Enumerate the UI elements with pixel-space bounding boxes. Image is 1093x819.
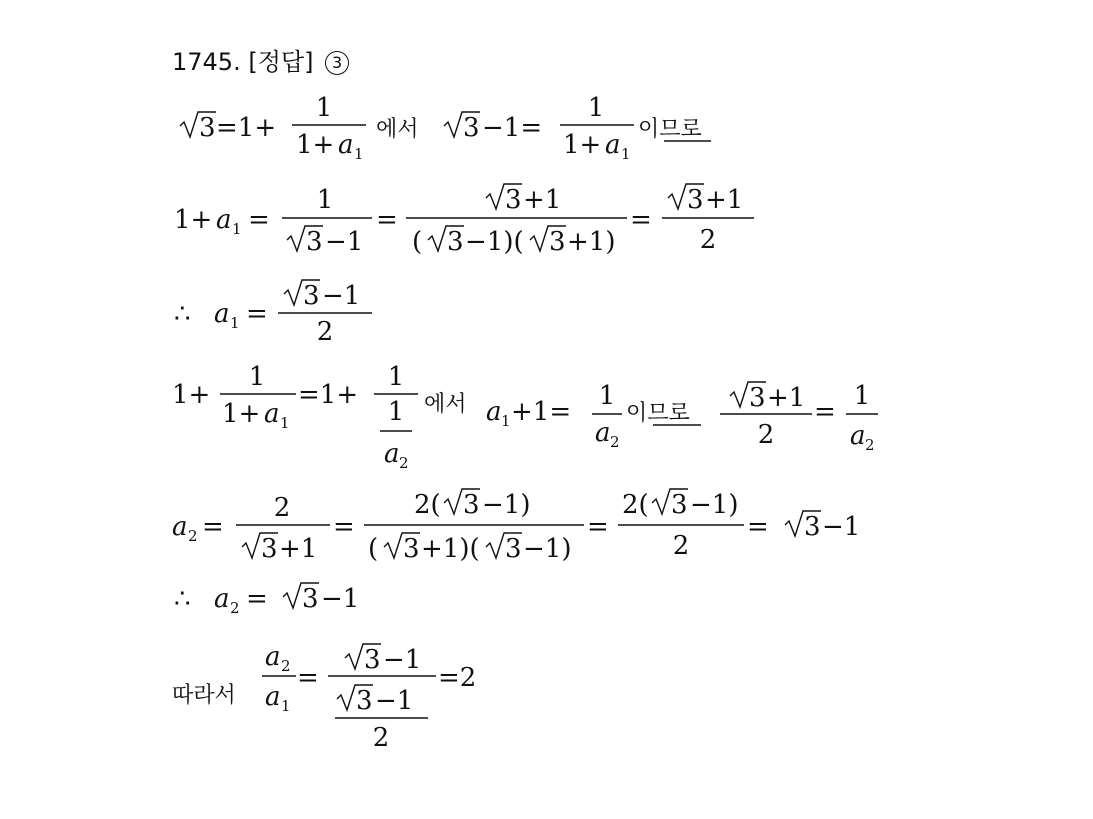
svg-text:2: 2 [273,493,291,523]
svg-text:3: 3 [306,227,323,257]
svg-text:2: 2 [372,723,390,753]
svg-text:3: 3 [356,686,373,716]
svg-text:2: 2 [865,436,875,454]
svg-text:1: 1 [387,397,405,427]
svg-text:=: = [246,584,268,614]
svg-text:a: a [850,421,866,451]
svg-text:3: 3 [364,645,381,675]
svg-text:−1: −1 [321,584,360,614]
svg-text:+1: +1 [767,383,806,413]
svg-text:+1: +1 [705,185,744,215]
svg-text:(: ( [368,534,379,564]
svg-text:3: 3 [463,490,480,520]
equation-line-7 [172,642,476,753]
problem-number: 1745. [172,48,241,76]
svg-text:3: 3 [302,584,319,614]
svg-text:2: 2 [699,225,717,255]
svg-text:=: = [747,512,769,542]
equation-line-2 [174,184,754,257]
svg-text:=1+: =1+ [216,113,277,143]
svg-text:a: a [486,397,502,427]
svg-text:1+: 1+ [172,380,211,410]
svg-text:1: 1 [587,93,605,123]
svg-text:3: 3 [303,281,320,311]
svg-text:2: 2 [230,599,240,617]
svg-text:=: = [246,299,268,329]
svg-text:−1=: −1= [482,113,543,143]
svg-text:3: 3 [804,512,821,542]
svg-text:+1: +1 [523,185,562,215]
svg-text:1: 1 [280,414,290,432]
svg-text:2: 2 [672,531,690,561]
svg-text:=: = [297,663,319,693]
svg-text:=: = [587,512,609,542]
svg-text:2: 2 [281,657,291,675]
svg-text:+1)(: +1)( [421,534,480,564]
svg-text:a: a [605,130,621,160]
svg-text:3: 3 [403,534,420,564]
svg-text:+1): +1) [567,227,616,257]
svg-text:2: 2 [757,420,775,450]
svg-text:=: = [376,205,398,235]
svg-text:−1)(: −1)( [465,227,524,257]
svg-text:−1: −1 [325,227,364,257]
therefore-symbol-1: ∴ [174,299,191,329]
equation-line-5 [172,489,860,564]
svg-text:2(: 2( [414,490,441,520]
svg-text:a: a [595,418,611,448]
svg-text:−1: −1 [383,645,422,675]
svg-text:=: = [630,205,652,235]
svg-text:a: a [264,399,280,429]
svg-text:a: a [214,584,230,614]
korean-imro-1: 이므로 [638,117,702,142]
svg-text:−1: −1 [822,512,861,542]
svg-text:2(: 2( [622,490,649,520]
svg-text:1: 1 [621,145,631,163]
svg-text:a: a [338,130,354,160]
svg-text:3: 3 [261,534,278,564]
svg-text:a: a [172,512,188,542]
svg-text:3: 3 [447,227,464,257]
svg-text:1: 1 [316,185,334,215]
svg-text:1: 1 [281,697,291,715]
svg-text:3: 3 [505,185,522,215]
svg-text:=: = [333,512,355,542]
therefore-symbol-2: ∴ [174,584,191,614]
svg-text:3: 3 [549,227,566,257]
svg-text:1: 1 [501,412,511,430]
svg-text:a: a [265,682,281,712]
svg-text:a: a [384,439,400,469]
svg-text:1+: 1+ [563,130,602,160]
equation-line-1 [180,93,711,163]
svg-text:=: = [202,512,224,542]
svg-text:−1): −1) [482,490,531,520]
svg-text:1+: 1+ [222,399,261,429]
korean-imro-2: 이므로 [626,401,690,426]
equation-line-3 [174,280,372,347]
svg-text:−1: −1 [375,686,414,716]
svg-text:3: 3 [749,383,766,413]
korean-ese-2: 에서 [424,392,467,417]
svg-text:2: 2 [188,527,198,545]
svg-text:a: a [265,642,281,672]
svg-text:3: 3 [463,113,480,143]
svg-text:1: 1 [598,381,616,411]
svg-text:=1+: =1+ [298,380,359,410]
svg-text:a: a [216,205,232,235]
svg-text:=: = [814,397,836,427]
korean-ese-1: 에서 [376,117,419,142]
svg-text:a: a [214,299,230,329]
svg-text:−1): −1) [523,534,572,564]
svg-text:3: 3 [671,490,688,520]
svg-text:3: 3 [687,185,704,215]
svg-text:−1): −1) [690,490,739,520]
korean-ttarase: 따라서 [172,683,236,708]
svg-text:(: ( [412,227,423,257]
svg-text:1: 1 [354,145,364,163]
equation-line-4 [172,362,878,472]
svg-text:2: 2 [610,433,620,451]
svg-text:2: 2 [316,317,334,347]
svg-text:=2: =2 [438,663,477,693]
svg-text:1: 1 [248,362,266,392]
svg-text:1: 1 [232,220,242,238]
svg-text:1+: 1+ [296,130,335,160]
answer-label: [정답] [248,48,314,76]
svg-text:1: 1 [315,93,333,123]
svg-text:+1: +1 [279,534,318,564]
svg-text:1: 1 [853,381,871,411]
svg-text:1: 1 [387,362,405,392]
svg-text:=: = [248,205,270,235]
svg-text:−1: −1 [322,281,361,311]
answer-circled-number: 3 [325,51,349,75]
svg-text:3: 3 [199,113,216,143]
equation-line-6 [174,583,359,617]
svg-text:1: 1 [230,314,240,332]
svg-text:3: 3 [505,534,522,564]
svg-text:1+: 1+ [174,205,213,235]
svg-text:2: 2 [399,454,409,472]
svg-text:+1=: +1= [511,397,572,427]
